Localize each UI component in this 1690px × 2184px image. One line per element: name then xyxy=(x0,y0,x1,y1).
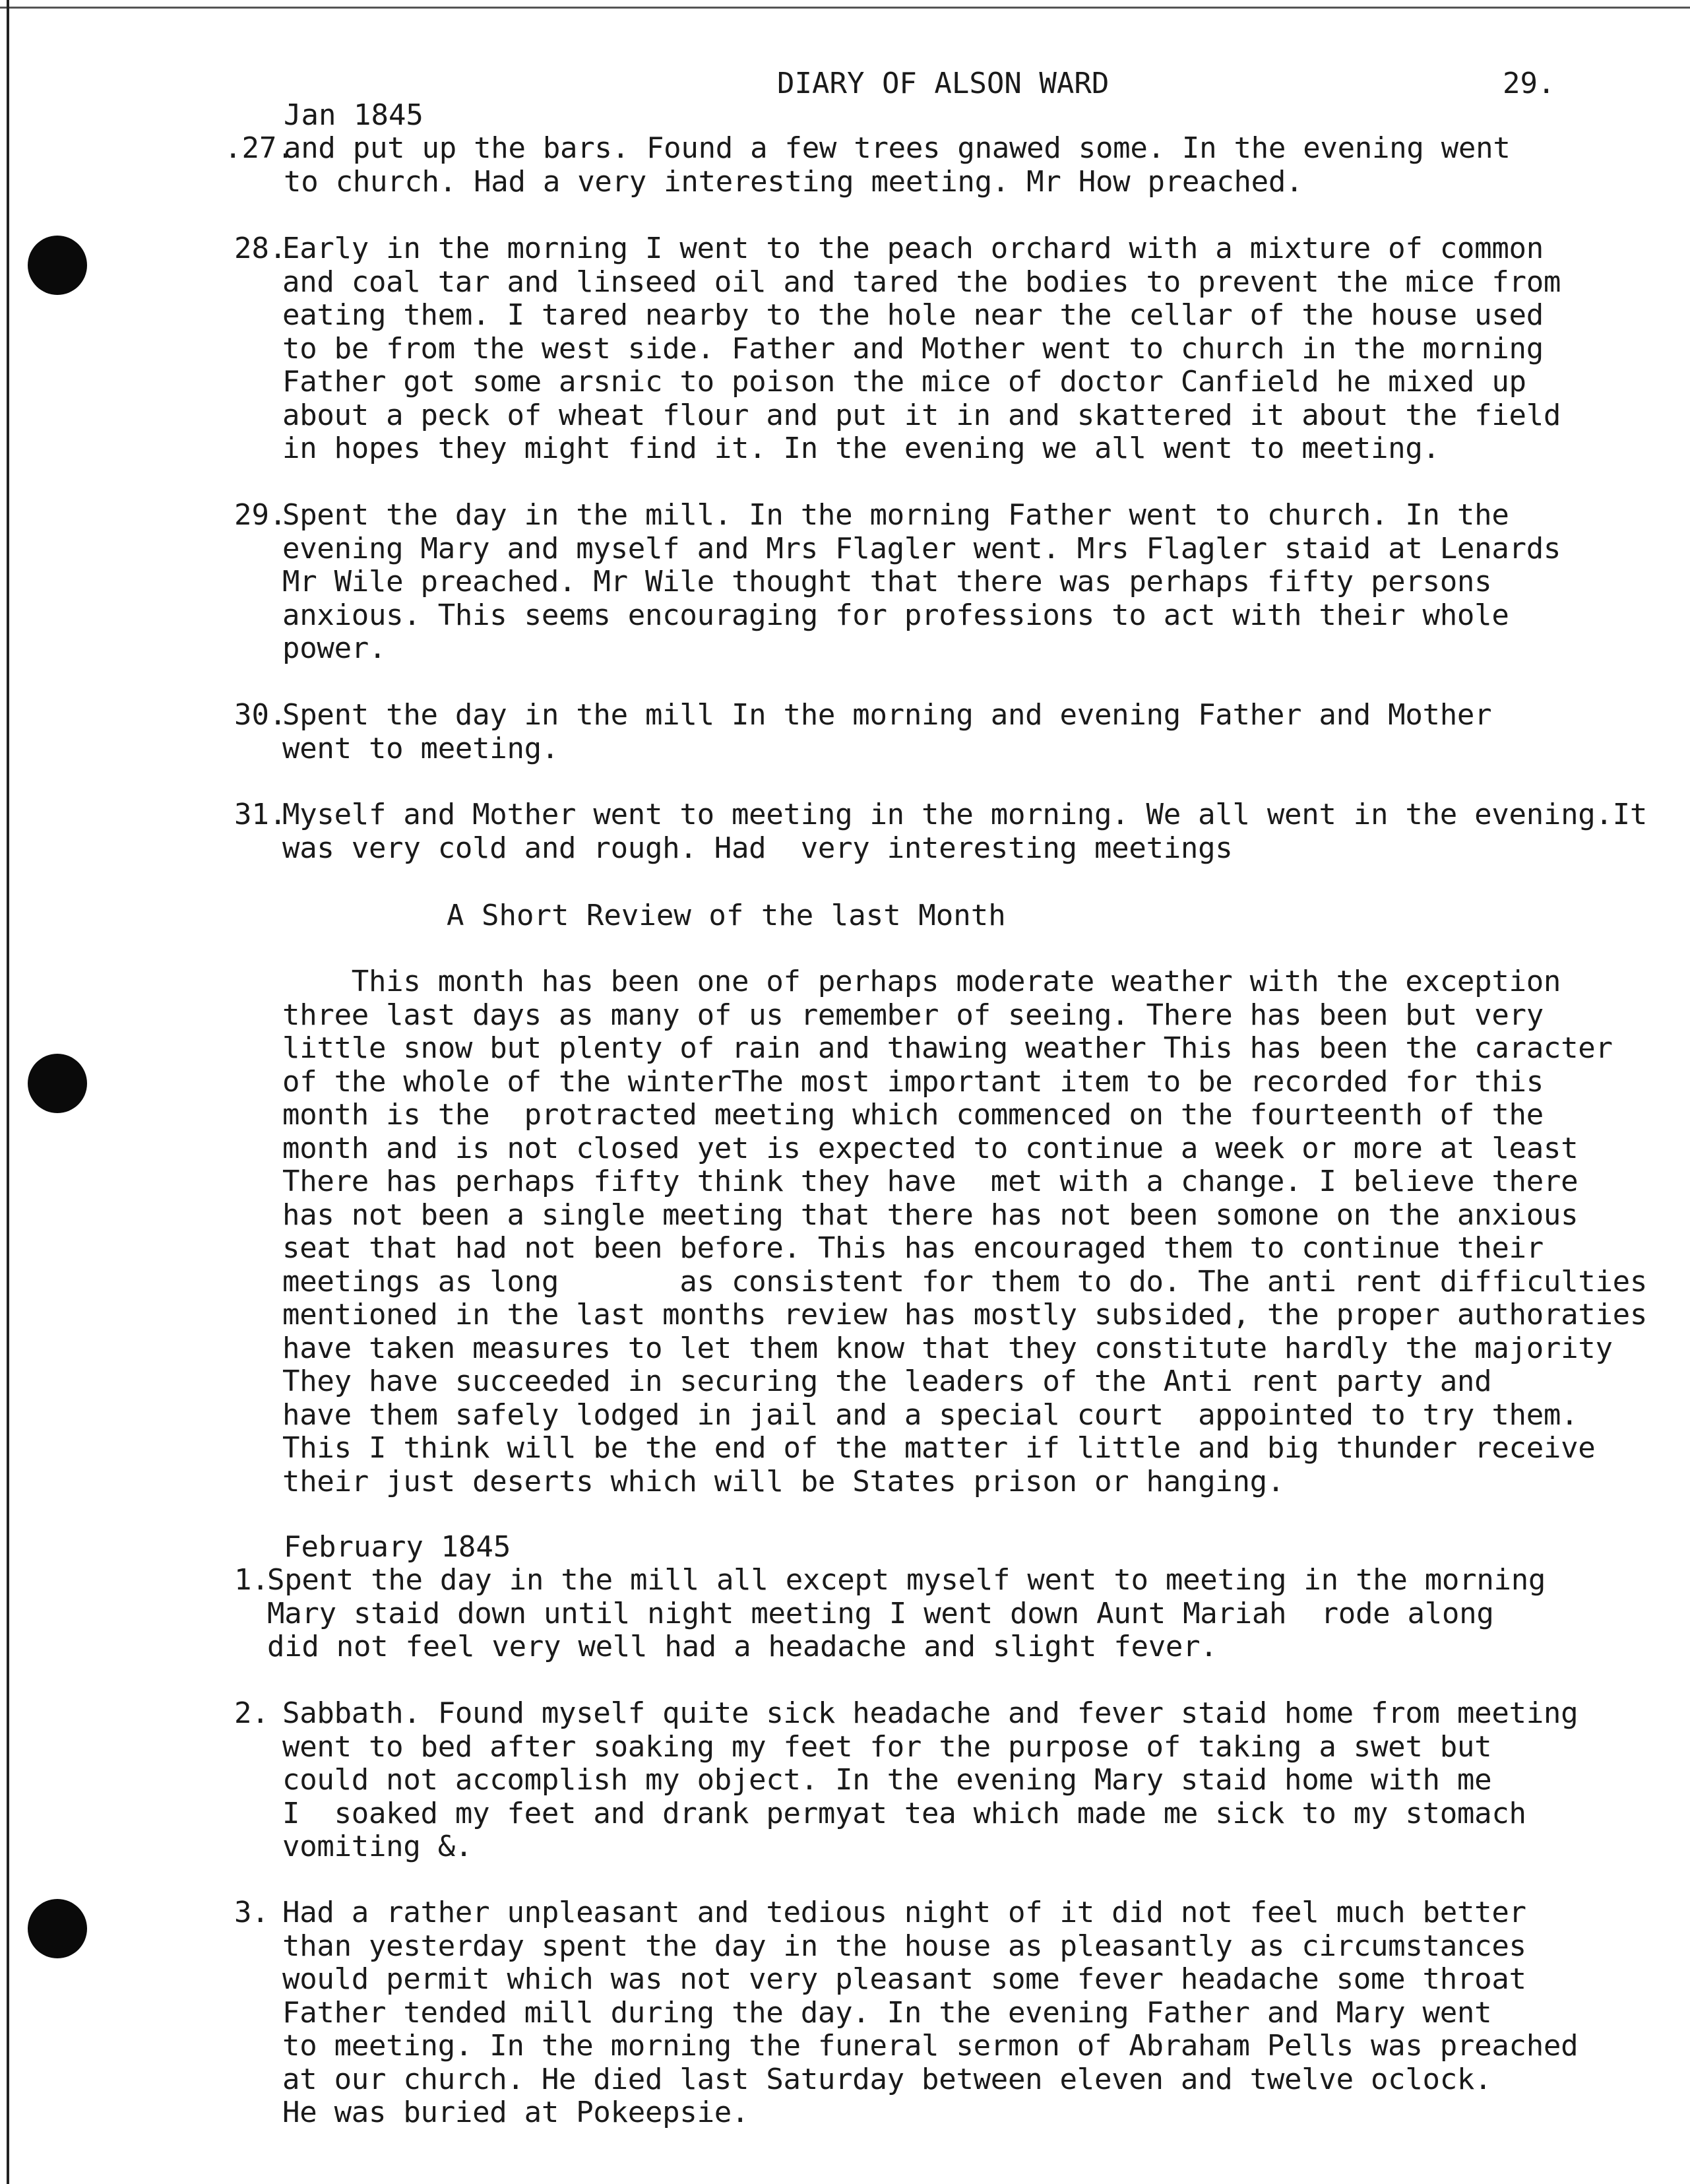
entry-number: 3. xyxy=(234,1896,269,1929)
entry-text: Early in the morning I went to the peach orchard with a mixture of common and coal tar and linseed oil and tared the bodies to prevent the mice from eating them. I tared nearby to the hole near the cellar of the house used to be from the west side. Father and Mother went to church in the morning Father got some arsnic to poison the mice of doctor Canfield he mixed up about a peck of wheat flour and put it in and skattered it about the field in hopes they might find it. In the evening we all went to meeting. xyxy=(282,232,1561,465)
entry-text: Had a rather unpleasant and tedious night of it did not feel much better than yesterday spent the day in the house as pleasantly as circumstances would permit which was not very pleasant some fever headache some throat Father tended mill during the day. In the evening Father and Mary went to meeting. In the morning the funeral sermon of Abraham Pells was preached at our church. He died last Saturday between eleven and twelve oclock. He was buried at Pokeepsie. xyxy=(282,1896,1579,2129)
entry-number: 31. xyxy=(234,798,287,831)
review-heading: A Short Review of the last Month xyxy=(447,899,1006,932)
entry-text: Spent the day in the mill In the morning and evening Father and Mother went to meeting. xyxy=(282,698,1492,765)
entry-number: 1. xyxy=(234,1563,269,1597)
entry-number: 29. xyxy=(234,498,287,532)
month-heading-feb: February 1845 xyxy=(284,1530,511,1564)
entry-text: Spent the day in the mill. In the morning Father went to church. In the evening Mary and myself and Mrs Flagler went. Mrs Flagler staid at Lenards Mr Wile preached. Mr Wile thought that there was perhaps fifty persons anxious. This seems encouraging for professions to act with their whole power. xyxy=(282,498,1561,665)
review-text: This month has been one of perhaps moderate weather with the exception three last days as many of us remember of seeing. There has been but very little snow but plenty of rain and thawing weather This has been the caracter of the whole of the winterThe most important item to be recorded for this month is the protracted meeting which commenced on the fourteenth of the month and is not closed yet is expected to continue a week or more at least There has perhaps fifty think they have met with a change. I believe there has not been a single meeting that there has not been somone on the anxious seat that had not been before. This has encouraged them to continue their meetings as long as consistent for them to do. The anti rent difficulties mentioned in the last months review has mostly subsided, the proper authoraties have taken measures to let them know that they constitute hardly the majority They have succeeded in securing the leaders of the Anti rent party and have them safely lodged in jail and a special court appointed to try them. This I think will be the end of the matter if little and big thunder receive their just deserts which will be States prison or hanging. xyxy=(282,965,1648,1498)
binder-hole-middle-icon xyxy=(28,1054,87,1113)
entry-text: Sabbath. Found myself quite sick headache and fever staid home from meeting went to bed after soaking my feet for the purpose of taking a swet but could not accomplish my object. In the evening Mary staid home with me I soaked my feet and drank permyat tea which made me sick to my stomach vomiting &. xyxy=(282,1696,1579,1863)
binder-hole-top-icon xyxy=(28,236,87,295)
entry-number: .27. xyxy=(224,131,294,165)
entry-number: 30. xyxy=(234,698,287,732)
entry-text: and put up the bars. Found a few trees gnawed some. In the evening went to church. Had a very interesting meeting. Mr How preached. xyxy=(284,131,1511,199)
entry-text: Myself and Mother went to meeting in the morning. We all went in the evening.It was very cold and rough. Had very interesting meetings xyxy=(282,798,1648,865)
binder-hole-bottom-icon xyxy=(28,1899,87,1958)
entry-number: 2. xyxy=(234,1696,269,1730)
month-heading-jan: Jan 1845 xyxy=(284,98,423,132)
left-edge-rule xyxy=(7,0,9,2184)
page-title: DIARY OF ALSON WARD xyxy=(777,67,1110,100)
entry-text: Spent the day in the mill all except myself went to meeting in the morning Mary staid down until night meeting I went down Aunt Mariah rode along did not feel very well had a headache and slight fever. xyxy=(267,1563,1546,1663)
page-number: 29. xyxy=(1503,67,1555,100)
entry-number: 28. xyxy=(234,232,287,265)
top-edge-rule xyxy=(0,7,1690,9)
